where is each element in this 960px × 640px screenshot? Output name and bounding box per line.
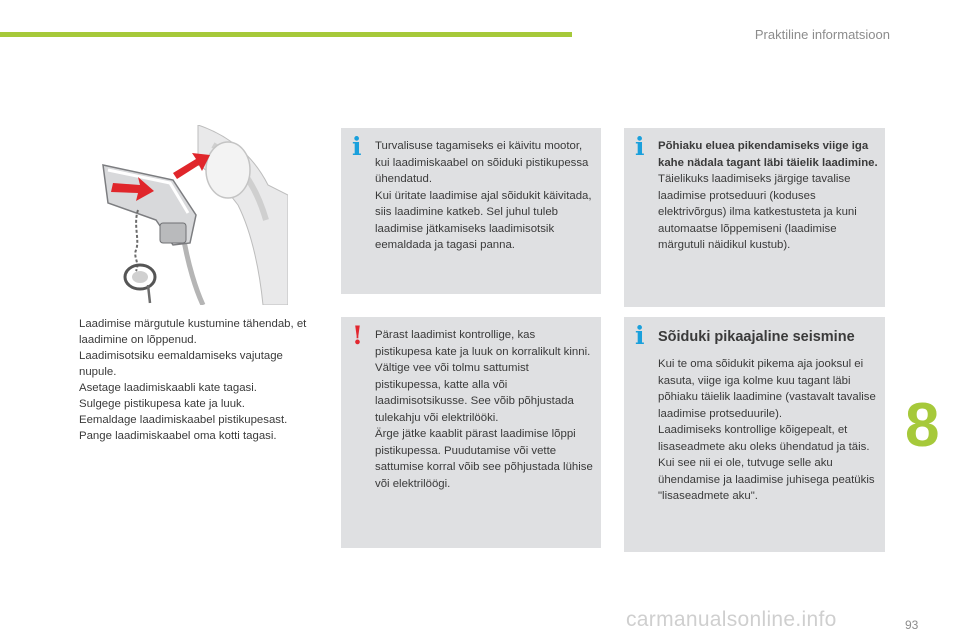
- warning-icon: !: [352, 321, 363, 350]
- list-item: Pange laadimiskaabel oma kotti tagasi.: [79, 430, 277, 442]
- list-item: Eemaldage laadimiskaabel pistikupesast.: [79, 414, 288, 426]
- section-title: Praktiline informatsioon: [754, 27, 890, 42]
- info-text: Turvalisuse tagamiseks ei käivitu mootor, kui laadimiskaabel on sõiduki pistikupessa ühendatud.: [375, 140, 589, 185]
- warning-box: [341, 317, 601, 548]
- chapter-number: 8: [905, 391, 940, 460]
- header-accent-bar: [0, 32, 572, 37]
- list-item: Laadimisotsiku eemaldamiseks vajutage nupule.: [79, 350, 283, 378]
- info-icon: i: [635, 132, 645, 161]
- info-text: Kui üritate laadimise ajal sõidukit käivitada, siis laadimine katkeb. Sel juhul tuleb laadimise jätkamiseks laadimisotsik eemaldada ja tagasi panna.: [375, 189, 592, 251]
- info-icon: i: [352, 132, 362, 161]
- warning-text: Pärast laadimist kontrollige, kas pistikupesa kate ja luuk on korralikult kinni.: [375, 329, 591, 358]
- info-text: Laadimiseks kontrollige kõigepealt, et lisaseadmete aku oleks ühendatud ja täis. Kui see nii ei ole, tutvuge selle aku ühendamise ja laadimise juhisega peatükis "lisaseadmete aku".: [658, 424, 875, 502]
- info-text: Kui te oma sõidukit pikema aja jooksul ei kasuta, viige iga kolme kuu tagant läbi põhiaku täielik laadimine (vastavalt tavalise laadimise protseduurile).: [658, 358, 876, 420]
- warning-text: Ärge jätke kaablit pärast laadimise lõppi pistikupessa. Puudutamise või vette sattumise korral võib see põhjustada lühise või elektrilöögi.: [375, 428, 593, 490]
- instruction-steps: [60, 316, 322, 444]
- charging-connector-illustration: [78, 125, 288, 305]
- page-number: 93: [905, 618, 919, 632]
- watermark: carmanualsonline.info: [626, 608, 837, 631]
- list-item: Sulgege pistikupesa kate ja luuk.: [79, 398, 245, 410]
- info-box-battery: [624, 128, 885, 307]
- warning-text: Vältige vee või tolmu sattumist pistikupessa, katte alla või laadimisotsikusse. See võib põhjustada tulekahju või elektrilööki.: [375, 362, 574, 424]
- list-item: Laadimise märgutule kustumine tähendab, et laadimine on lõppenud.: [79, 318, 307, 346]
- info-box-storage: [624, 317, 885, 552]
- list-item: Asetage laadimiskaabli kate tagasi.: [79, 382, 257, 394]
- info-bold-text: Põhiaku eluea pikendamiseks viige iga kahe nädala tagant läbi täielik laadimine.: [658, 140, 878, 169]
- info-icon: i: [635, 321, 645, 350]
- info-text: Täielikuks laadimiseks järgige tavalise laadimise protseduuri (koduses elektrivõrgus) ilma katkestusteta ja kuni automaatse lõppemiseni (laadimise märgutuli näidikul kustub).: [658, 173, 857, 251]
- info-box-title: Sõiduki pikaajaline seismine: [658, 329, 855, 345]
- info-box-safety: [341, 128, 601, 294]
